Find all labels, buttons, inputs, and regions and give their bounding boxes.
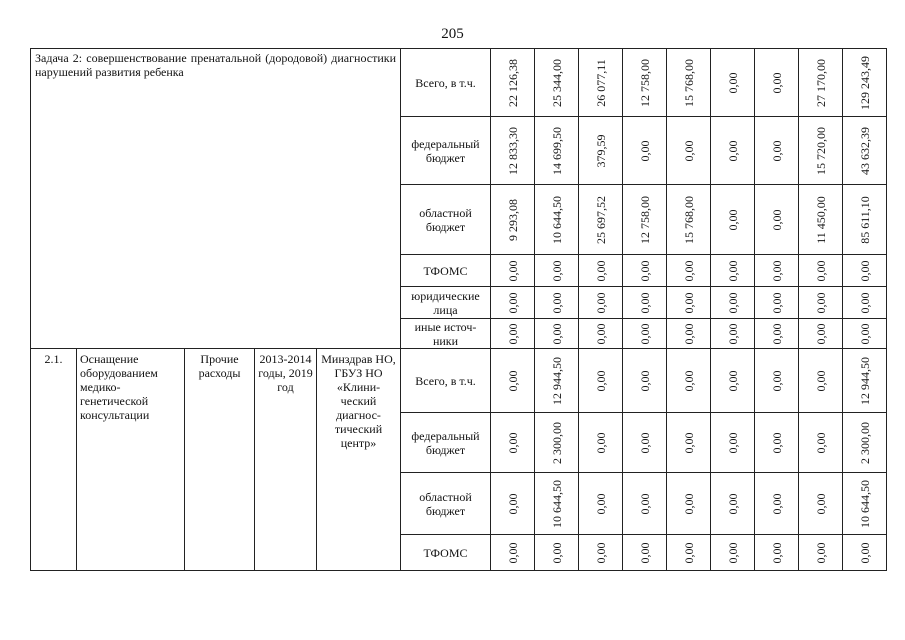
value-cell xyxy=(491,319,535,349)
value-cell xyxy=(535,413,579,473)
value-text: 0,00 xyxy=(857,260,872,281)
value-cell xyxy=(623,473,667,535)
value-text: 129 243,49 xyxy=(857,55,872,110)
value-cell xyxy=(799,185,843,255)
value-cell xyxy=(667,117,711,185)
value-text: 0,00 xyxy=(681,260,696,281)
value-text: 0,00 xyxy=(549,260,564,281)
value-text: 0,00 xyxy=(505,542,520,563)
value-cell xyxy=(535,349,579,413)
value-text: 0,00 xyxy=(769,140,784,161)
value-cell xyxy=(579,349,623,413)
value-text: 0,00 xyxy=(769,209,784,230)
value-cell xyxy=(843,255,887,287)
value-text: 2 300,00 xyxy=(549,421,564,464)
value-text: 0,00 xyxy=(505,260,520,281)
item-number: 2.1. xyxy=(31,349,77,571)
value-cell xyxy=(623,117,667,185)
value-cell xyxy=(843,185,887,255)
value-cell xyxy=(843,473,887,535)
funding-source: юридические лица xyxy=(401,287,491,319)
value-cell xyxy=(579,413,623,473)
value-text: 0,00 xyxy=(681,140,696,161)
value-text: 379,59 xyxy=(593,134,608,167)
table-row xyxy=(31,49,887,117)
value-text: 0,00 xyxy=(637,370,652,391)
item-years: 2013-2014 годы, 2019 год xyxy=(255,349,317,571)
value-text: 0,00 xyxy=(593,432,608,453)
value-text: 0,00 xyxy=(681,493,696,514)
value-text: 26 077,11 xyxy=(593,58,608,107)
table-body xyxy=(31,49,887,571)
value-text: 0,00 xyxy=(593,292,608,313)
value-text: 0,00 xyxy=(725,493,740,514)
value-text: 0,00 xyxy=(637,432,652,453)
value-text: 0,00 xyxy=(725,370,740,391)
value-text: 0,00 xyxy=(769,292,784,313)
value-text: 0,00 xyxy=(725,292,740,313)
value-text: 2 300,00 xyxy=(857,421,872,464)
value-cell xyxy=(843,287,887,319)
value-text: 0,00 xyxy=(637,323,652,344)
value-cell xyxy=(491,413,535,473)
value-cell xyxy=(491,49,535,117)
value-text: 43 632,39 xyxy=(857,126,872,175)
value-cell xyxy=(755,255,799,287)
value-text: 12 758,00 xyxy=(637,58,652,107)
value-text: 12 758,00 xyxy=(637,195,652,244)
value-cell xyxy=(623,349,667,413)
funding-source: иные источ-ники xyxy=(401,319,491,349)
funding-source: Всего, в т.ч. xyxy=(401,349,491,413)
value-cell xyxy=(755,287,799,319)
value-text: 0,00 xyxy=(725,209,740,230)
value-text: 0,00 xyxy=(637,292,652,313)
value-cell xyxy=(579,473,623,535)
value-cell xyxy=(799,349,843,413)
value-text: 15 768,00 xyxy=(681,58,696,107)
value-cell xyxy=(711,117,755,185)
value-cell xyxy=(799,319,843,349)
value-cell xyxy=(535,287,579,319)
funding-source: Всего, в т.ч. xyxy=(401,49,491,117)
task-title: Задача 2: совершенствование пренатальной (дородовой) диагностики нарушений развития ребенка xyxy=(31,49,401,349)
value-text: 10 644,50 xyxy=(857,479,872,528)
value-text: 0,00 xyxy=(857,292,872,313)
value-cell xyxy=(755,413,799,473)
value-cell xyxy=(667,349,711,413)
value-cell xyxy=(579,49,623,117)
value-text: 0,00 xyxy=(637,260,652,281)
value-cell xyxy=(491,287,535,319)
value-cell xyxy=(579,255,623,287)
value-cell xyxy=(667,287,711,319)
value-text: 0,00 xyxy=(857,542,872,563)
value-cell xyxy=(667,185,711,255)
value-text: 85 611,10 xyxy=(857,195,872,244)
value-text: 0,00 xyxy=(813,292,828,313)
value-text: 0,00 xyxy=(505,493,520,514)
value-text: 11 450,00 xyxy=(813,195,828,244)
value-cell xyxy=(799,287,843,319)
value-text: 0,00 xyxy=(813,432,828,453)
value-text: 0,00 xyxy=(549,323,564,344)
value-cell xyxy=(579,185,623,255)
value-text: 0,00 xyxy=(593,370,608,391)
value-cell xyxy=(491,349,535,413)
value-cell xyxy=(755,319,799,349)
value-cell xyxy=(667,319,711,349)
value-text: 0,00 xyxy=(681,542,696,563)
expense-type: Прочие расходы xyxy=(185,349,255,571)
value-cell xyxy=(799,535,843,571)
funding-source: областной бюджет xyxy=(401,185,491,255)
value-cell xyxy=(711,319,755,349)
value-text: 0,00 xyxy=(813,370,828,391)
value-cell xyxy=(755,185,799,255)
value-cell xyxy=(623,535,667,571)
item-executor: Минздрав НО, ГБУЗ НО «Клини-ческий диагнос-тический центр» xyxy=(317,349,401,571)
value-cell xyxy=(667,255,711,287)
value-text: 0,00 xyxy=(681,323,696,344)
value-text: 0,00 xyxy=(725,140,740,161)
value-text: 9 293,08 xyxy=(505,198,520,241)
value-text: 0,00 xyxy=(813,260,828,281)
value-text: 0,00 xyxy=(725,542,740,563)
value-text: 0,00 xyxy=(637,542,652,563)
value-cell xyxy=(843,413,887,473)
value-cell xyxy=(535,319,579,349)
value-text: 15 768,00 xyxy=(681,195,696,244)
value-cell xyxy=(535,255,579,287)
value-cell xyxy=(843,349,887,413)
value-text: 0,00 xyxy=(725,260,740,281)
value-cell xyxy=(623,185,667,255)
value-text: 0,00 xyxy=(725,432,740,453)
value-cell xyxy=(579,535,623,571)
value-text: 0,00 xyxy=(769,260,784,281)
value-cell xyxy=(711,413,755,473)
value-text: 0,00 xyxy=(593,542,608,563)
value-cell xyxy=(711,255,755,287)
value-cell xyxy=(579,117,623,185)
value-cell xyxy=(711,49,755,117)
value-cell xyxy=(755,535,799,571)
value-cell xyxy=(579,319,623,349)
budget-table xyxy=(30,48,887,571)
value-text: 0,00 xyxy=(725,323,740,344)
value-cell xyxy=(535,535,579,571)
value-cell xyxy=(843,49,887,117)
value-text: 0,00 xyxy=(681,370,696,391)
value-text: 0,00 xyxy=(857,323,872,344)
value-cell xyxy=(491,185,535,255)
value-text: 0,00 xyxy=(769,432,784,453)
value-cell xyxy=(799,255,843,287)
value-text: 0,00 xyxy=(769,493,784,514)
value-text: 0,00 xyxy=(593,260,608,281)
value-cell xyxy=(711,473,755,535)
value-cell xyxy=(623,287,667,319)
value-text: 25 697,52 xyxy=(593,195,608,244)
value-text: 14 699,50 xyxy=(549,126,564,175)
value-text: 0,00 xyxy=(593,323,608,344)
value-text: 0,00 xyxy=(637,140,652,161)
value-text: 0,00 xyxy=(549,542,564,563)
value-cell xyxy=(843,535,887,571)
value-cell xyxy=(535,49,579,117)
value-cell xyxy=(535,473,579,535)
value-cell xyxy=(491,117,535,185)
value-cell xyxy=(711,535,755,571)
value-cell xyxy=(535,185,579,255)
value-text: 10 644,50 xyxy=(549,195,564,244)
funding-source: федеральный бюджет xyxy=(401,413,491,473)
value-cell xyxy=(711,349,755,413)
value-cell xyxy=(711,287,755,319)
value-text: 15 720,00 xyxy=(813,126,828,175)
value-text: 0,00 xyxy=(725,72,740,93)
value-text: 0,00 xyxy=(769,542,784,563)
value-cell xyxy=(623,255,667,287)
value-text: 0,00 xyxy=(813,542,828,563)
value-text: 0,00 xyxy=(549,292,564,313)
value-cell xyxy=(667,413,711,473)
value-text: 0,00 xyxy=(505,292,520,313)
value-text: 0,00 xyxy=(505,323,520,344)
value-text: 12 944,50 xyxy=(857,356,872,405)
value-cell xyxy=(667,49,711,117)
item-name: Оснащение оборудованием медико-генетической консультации xyxy=(77,349,185,571)
value-text: 0,00 xyxy=(813,323,828,344)
value-cell xyxy=(667,473,711,535)
value-text: 12 833,30 xyxy=(505,126,520,175)
value-text: 10 644,50 xyxy=(549,479,564,528)
value-cell xyxy=(755,49,799,117)
value-cell xyxy=(799,473,843,535)
value-text: 0,00 xyxy=(813,493,828,514)
value-text: 0,00 xyxy=(769,370,784,391)
value-cell xyxy=(711,185,755,255)
value-text: 0,00 xyxy=(637,493,652,514)
value-cell xyxy=(491,535,535,571)
value-cell xyxy=(535,117,579,185)
page-number: 205 xyxy=(441,26,464,42)
value-cell xyxy=(799,117,843,185)
value-cell xyxy=(623,49,667,117)
funding-source: ТФОМС xyxy=(401,535,491,571)
value-text: 0,00 xyxy=(681,432,696,453)
value-cell xyxy=(667,535,711,571)
value-cell xyxy=(623,319,667,349)
value-text: 27 170,00 xyxy=(813,58,828,107)
value-text: 25 344,00 xyxy=(549,58,564,107)
value-text: 0,00 xyxy=(505,370,520,391)
value-cell xyxy=(843,319,887,349)
value-text: 0,00 xyxy=(681,292,696,313)
value-cell xyxy=(755,473,799,535)
value-cell xyxy=(755,349,799,413)
value-cell xyxy=(799,49,843,117)
value-text: 12 944,50 xyxy=(549,356,564,405)
value-text: 0,00 xyxy=(505,432,520,453)
table-row xyxy=(31,349,887,413)
value-cell xyxy=(491,473,535,535)
funding-source: федеральный бюджет xyxy=(401,117,491,185)
value-cell xyxy=(579,287,623,319)
value-cell xyxy=(623,413,667,473)
value-cell xyxy=(843,117,887,185)
funding-source: ТФОМС xyxy=(401,255,491,287)
value-text: 0,00 xyxy=(769,72,784,93)
value-cell xyxy=(799,413,843,473)
value-text: 0,00 xyxy=(593,493,608,514)
funding-source: областной бюджет xyxy=(401,473,491,535)
value-cell xyxy=(491,255,535,287)
value-text: 22 126,38 xyxy=(505,58,520,107)
value-text: 0,00 xyxy=(769,323,784,344)
value-cell xyxy=(755,117,799,185)
